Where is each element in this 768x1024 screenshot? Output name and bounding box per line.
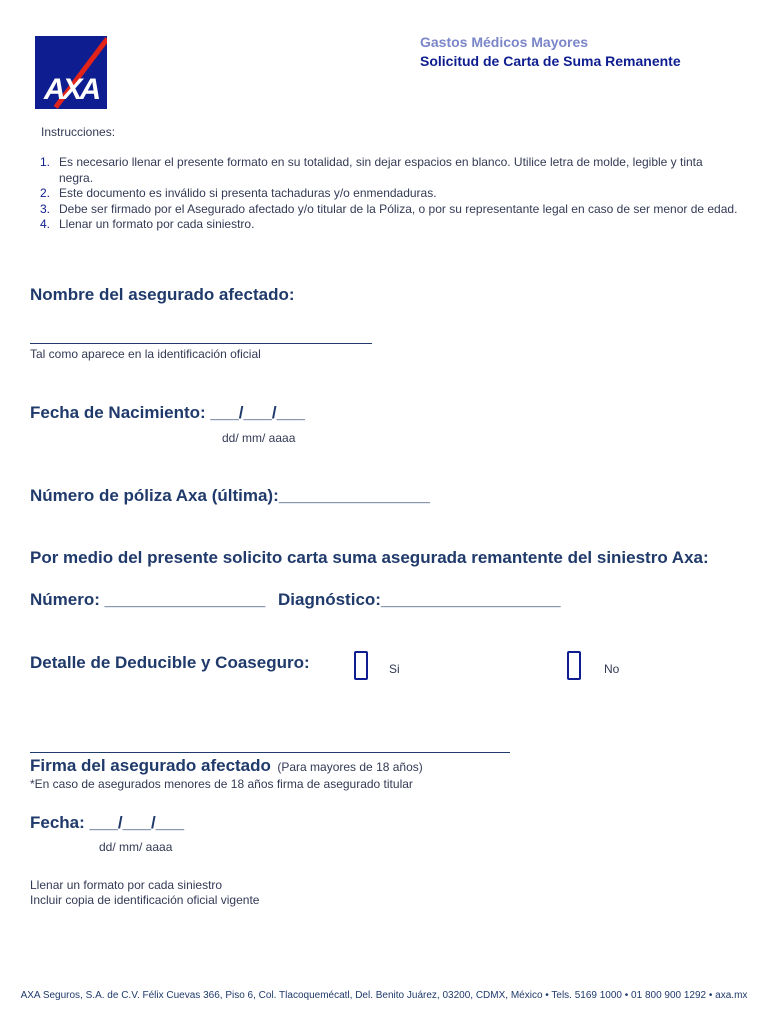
date-label[interactable]: Fecha: ___/___/___ (30, 813, 185, 832)
footer-address: AXA Seguros, S.A. de C.V. Félix Cuevas 366, Piso 6, Col. Tlacoquemécatl, Del. Benito Juárez, 03200, CDMX, México • Tels. 5169 1000 • 01 800 900 1292 • axa.mx (20, 990, 748, 1001)
signature-note: (Para mayores de 18 años) (277, 760, 423, 774)
insured-name-label: Nombre del asegurado afectado: (30, 285, 295, 304)
insured-name-field[interactable] (30, 343, 372, 344)
instructions-title: Instrucciones: (41, 125, 116, 139)
deductible-label: Detalle de Deducible y Coaseguro: (30, 653, 310, 672)
insured-name-hint: Tal como aparece en la identificación oficial (30, 347, 261, 361)
closing-note-one: Llenar un formato por cada siniestro (30, 878, 223, 892)
option-yes-label: Si (389, 662, 400, 676)
option-no-label: No (604, 662, 620, 676)
checkbox-no[interactable] (567, 651, 581, 680)
checkbox-yes[interactable] (354, 651, 368, 680)
axa-logo (35, 36, 107, 109)
date-hint: dd/ mm/ aaaa (99, 840, 173, 854)
instruction-item: 2. Este documento es inválido si presenta tachaduras y/o enmendaduras. (40, 186, 437, 200)
birth-date-label[interactable]: Fecha de Nacimiento: ___/___/___ (30, 403, 305, 422)
diagnosis-label[interactable]: Diagnóstico:___________________ (278, 590, 561, 609)
birth-date-hint: dd/ mm/ aaaa (222, 431, 296, 445)
closing-note-two: Incluir copia de identificación oficial vigente (30, 893, 260, 907)
signature-label: Firma del asegurado afectado (30, 756, 271, 775)
form-title: Solicitud de Carta de Suma Remanente (420, 53, 681, 69)
logo-text: AXA (43, 73, 99, 106)
request-statement: Por medio del presente solicito carta suma asegurada remantente del siniestro Axa: (30, 548, 709, 567)
signature-field[interactable] (30, 752, 510, 753)
instructions-list (40, 155, 740, 233)
signature-label-row (30, 756, 423, 776)
product-name: Gastos Médicos Mayores (420, 34, 589, 50)
minor-note: *En caso de asegurados menores de 18 años firma de asegurado titular (30, 777, 413, 791)
claim-number-label[interactable]: Número: _________________ (30, 590, 266, 609)
instruction-item: 3. Debe ser firmado por el Asegurado afectado y/o titular de la Póliza, o por su representante legal en caso de ser menor de edad. (40, 201, 738, 216)
instruction-item: 1. Es necesario llenar el presente formato en su totalidad, sin dejar espacios en blanco. Utilice letra de molde, legible y tinta negra. (40, 155, 703, 185)
instruction-item: 4. Llenar un formato por cada siniestro. (40, 217, 255, 231)
policy-number-label[interactable]: Número de póliza Axa (última):________________ (30, 486, 431, 505)
